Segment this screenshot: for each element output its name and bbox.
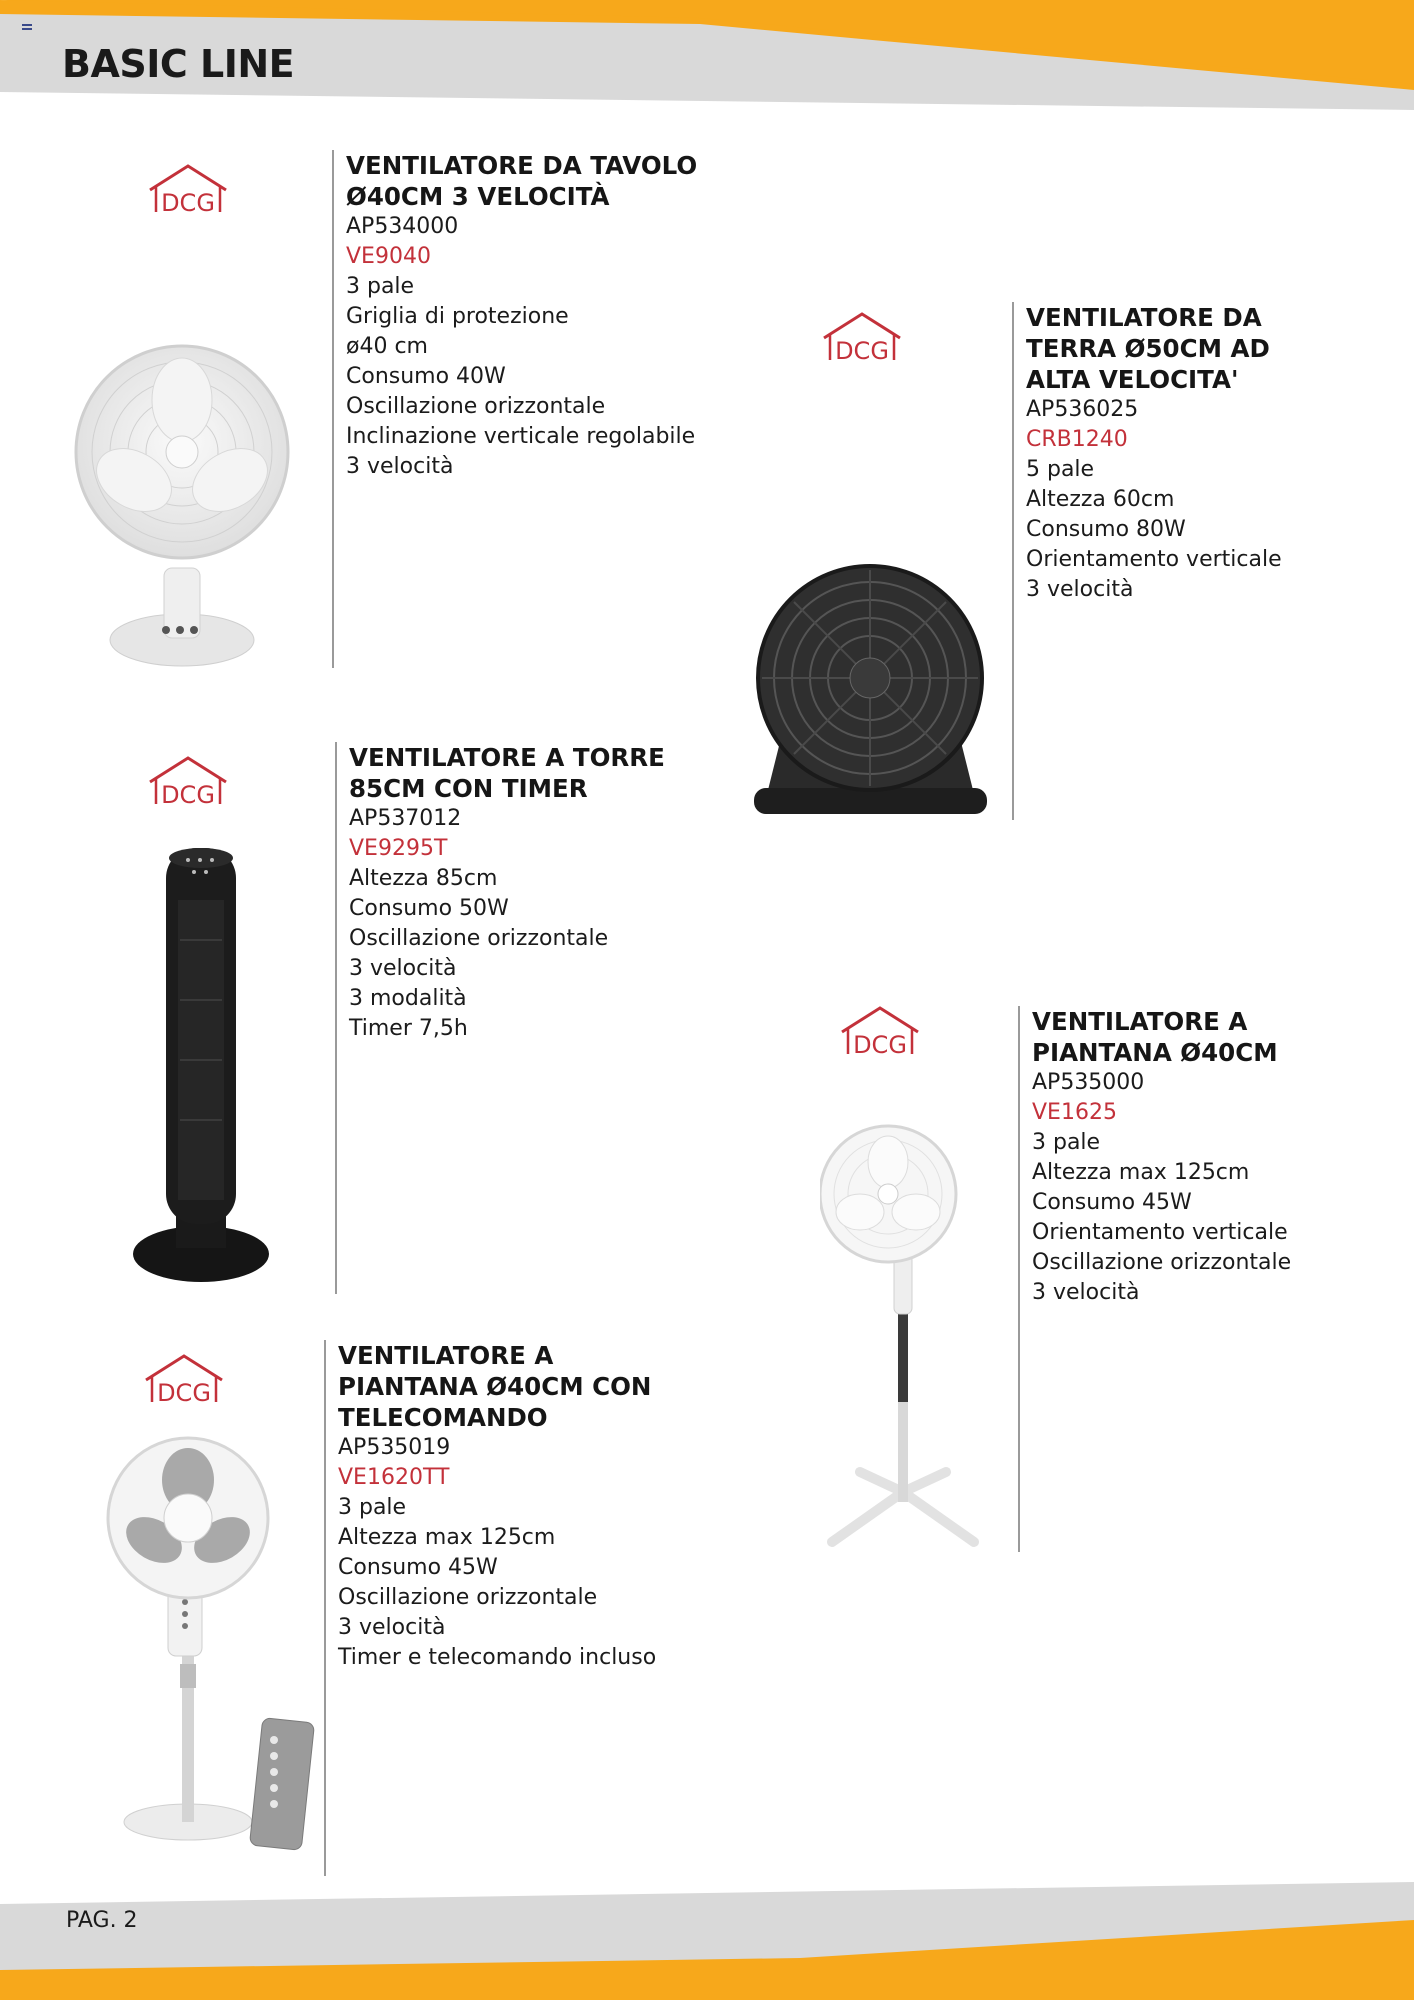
- product-title: VENTILATORE A PIANTANA Ø40CM: [1032, 1007, 1278, 1067]
- pedestal-fan-remote-image: [106, 1436, 316, 1860]
- product-card: [332, 150, 697, 668]
- menu-icon: [22, 24, 32, 32]
- product-title: VENTILATORE DA TAVOLO Ø40CM 3 VELOCITÀ: [346, 151, 698, 211]
- dcg-logo: [142, 752, 234, 814]
- product-reference: VE9040: [346, 244, 431, 269]
- feature-item: ø40 cm: [346, 334, 428, 359]
- feature-item: 3 pale: [338, 1495, 407, 1520]
- feature-item: 3 velocità: [1032, 1280, 1140, 1305]
- product-reference: CRB1240: [1026, 427, 1128, 452]
- feature-item: Timer e telecomando incluso: [338, 1645, 657, 1670]
- product-code: AP536025: [1026, 397, 1139, 422]
- product-code: AP535019: [338, 1435, 451, 1460]
- feature-item: 3 velocità: [1026, 577, 1134, 602]
- feature-item: Oscillazione orizzontale: [346, 394, 606, 419]
- feature-list: [338, 1493, 656, 1673]
- product-card: [1012, 302, 1282, 820]
- feature-item: 3 velocità: [338, 1615, 446, 1640]
- svg-text:DCG: DCG: [835, 337, 889, 365]
- feature-item: Inclinazione verticale regolabile: [346, 424, 696, 449]
- feature-item: 3 velocità: [346, 454, 454, 479]
- feature-item: Altezza max 125cm: [338, 1525, 556, 1550]
- feature-list: [349, 864, 665, 1044]
- svg-text:DCG: DCG: [161, 781, 215, 809]
- product-code: AP534000: [346, 214, 459, 239]
- svg-text:DCG: DCG: [853, 1031, 907, 1059]
- product-card: [1018, 1006, 1291, 1552]
- feature-list: [346, 272, 697, 482]
- floor-fan-image: [748, 560, 993, 822]
- feature-item: Altezza max 125cm: [1032, 1160, 1250, 1185]
- footer-banner: [0, 1860, 1414, 2000]
- feature-item: 5 pale: [1026, 457, 1095, 482]
- feature-item: Consumo 45W: [1032, 1190, 1192, 1215]
- product-title: VENTILATORE A TORRE 85CM CON TIMER: [349, 743, 665, 803]
- feature-item: Consumo 50W: [349, 896, 509, 921]
- product-reference: VE1625: [1032, 1100, 1117, 1125]
- feature-item: 3 velocità: [349, 956, 457, 981]
- product-code: AP537012: [349, 806, 462, 831]
- product-reference: VE1620TT: [338, 1465, 450, 1490]
- feature-item: Consumo 45W: [338, 1555, 498, 1580]
- feature-item: Orientamento verticale: [1026, 547, 1282, 572]
- feature-list: [1032, 1128, 1291, 1308]
- feature-item: 3 modalità: [349, 986, 467, 1011]
- feature-item: Griglia di protezione: [346, 304, 569, 329]
- feature-item: Oscillazione orizzontale: [349, 926, 609, 951]
- page-number: PAG. 2: [66, 1908, 138, 1933]
- feature-item: Orientamento verticale: [1032, 1220, 1288, 1245]
- svg-text:DCG: DCG: [161, 189, 215, 217]
- pedestal-fan-image: [820, 1122, 986, 1556]
- feature-item: Oscillazione orizzontale: [1032, 1250, 1292, 1275]
- feature-item: Timer 7,5h: [349, 1016, 468, 1041]
- svg-text:DCG: DCG: [157, 1379, 211, 1407]
- feature-item: Consumo 40W: [346, 364, 506, 389]
- product-reference: VE9295T: [349, 836, 448, 861]
- product-code: AP535000: [1032, 1070, 1145, 1095]
- dcg-logo: [142, 160, 234, 222]
- feature-item: 3 pale: [1032, 1130, 1101, 1155]
- feature-item: Consumo 80W: [1026, 517, 1186, 542]
- feature-list: [1026, 455, 1282, 605]
- product-card: [335, 742, 665, 1294]
- table-fan-image: [62, 340, 302, 670]
- feature-item: Altezza 60cm: [1026, 487, 1175, 512]
- dcg-logo: [138, 1350, 230, 1412]
- feature-item: Oscillazione orizzontale: [338, 1585, 598, 1610]
- product-title: VENTILATORE DA TERRA Ø50CM AD ALTA VELOCITA': [1026, 303, 1270, 394]
- dcg-logo: [816, 308, 908, 370]
- product-card: [324, 1340, 656, 1876]
- product-title: VENTILATORE A PIANTANA Ø40CM CON TELECOMANDO: [338, 1341, 652, 1432]
- page-title: BASIC LINE: [62, 42, 295, 86]
- dcg-logo: [834, 1002, 926, 1064]
- tower-fan-image: [130, 840, 272, 1288]
- feature-item: Altezza 85cm: [349, 866, 498, 891]
- feature-item: 3 pale: [346, 274, 415, 299]
